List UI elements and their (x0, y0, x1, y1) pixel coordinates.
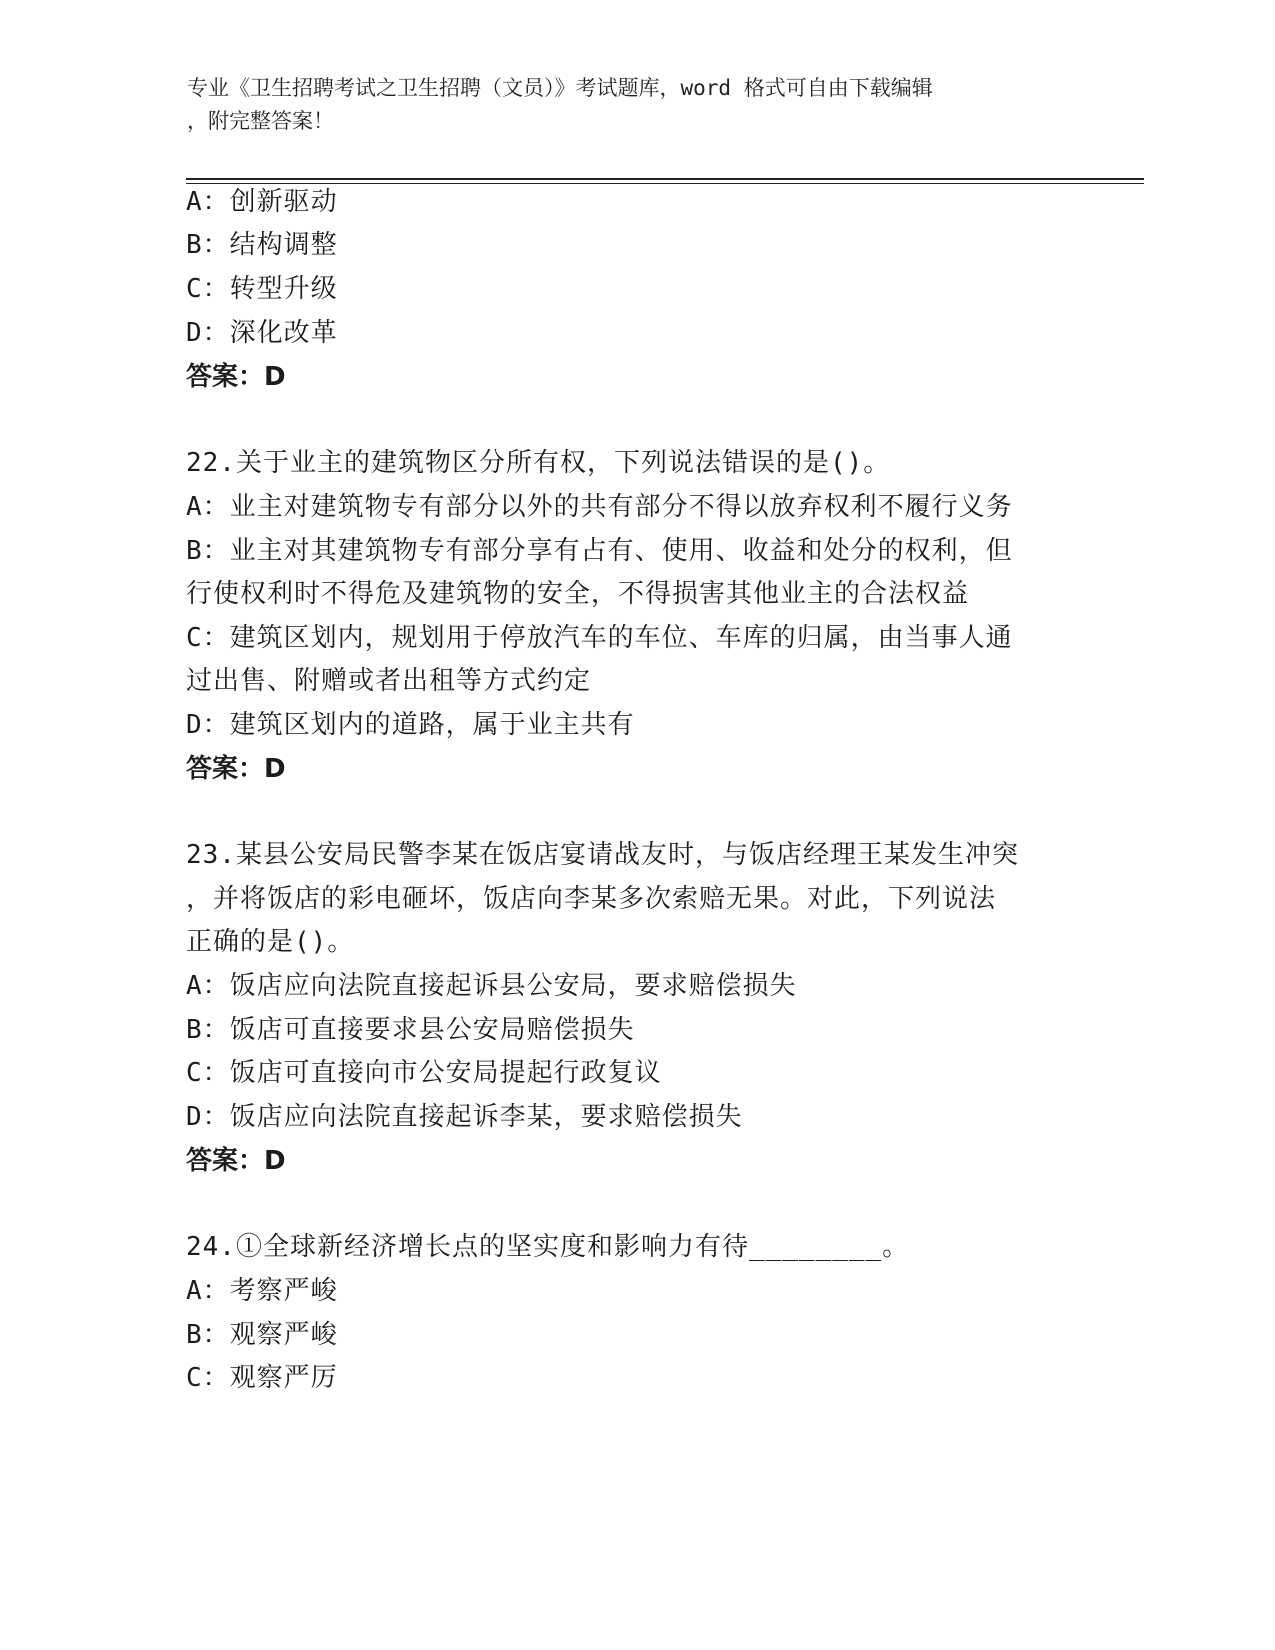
q24-stem: 24.①全球新经济增长点的坚实度和影响力有待________。 (186, 1232, 910, 1262)
q23-stem-line-2: ，并将饭店的彩电砸坏，饭店向李某多次索赔无果。对此，下列说法 (186, 884, 997, 914)
q24-option-b: B：观察严峻 (186, 1320, 338, 1350)
header-line-2: ，附完整答案！ (187, 109, 334, 133)
q23-option-a: A：饭店应向法院直接起诉县公安局，要求赔偿损失 (186, 971, 797, 1001)
q21-option-c: C：转型升级 (186, 274, 338, 304)
q24-option-a: A：考察严峻 (186, 1276, 338, 1306)
q23-stem-line-1: 23.某县公安局民警李某在饭店宴请战友时，与饭店经理王某发生冲突 (186, 840, 1019, 870)
q22-option-b-line-2: 行使权利时不得危及建筑物的安全，不得损害其他业主的合法权益 (186, 579, 970, 609)
q21-option-b: B：结构调整 (186, 230, 338, 260)
q21-answer: 答案：D (186, 362, 286, 392)
q22-option-d: D：建筑区划内的道路，属于业主共有 (186, 710, 635, 740)
header-divider-thick (186, 178, 1144, 180)
q22-option-c-line-2: 过出售、附赠或者出租等方式约定 (186, 666, 592, 696)
header-divider-thin (186, 183, 1144, 184)
header-line-1: 专业《卫生招聘考试之卫生招聘（文员）》考试题库，word 格式可自由下载编辑 (187, 76, 933, 100)
q22-answer: 答案：D (186, 754, 286, 784)
q24-option-c: C：观察严厉 (186, 1363, 338, 1393)
q22-option-a: A：业主对建筑物专有部分以外的共有部分不得以放弃权利不履行义务 (186, 492, 1013, 522)
q22-stem: 22.关于业主的建筑物区分所有权，下列说法错误的是()。 (186, 448, 891, 478)
q23-option-b: B：饭店可直接要求县公安局赔偿损失 (186, 1015, 635, 1045)
q22-option-c-line-1: C：建筑区划内，规划用于停放汽车的车位、车库的归属，由当事人通 (186, 623, 1013, 653)
q23-stem-line-3: 正确的是()。 (186, 927, 355, 957)
q22-option-b-line-1: B：业主对其建筑物专有部分享有占有、使用、收益和处分的权利，但 (186, 536, 1013, 566)
q21-option-a: A：创新驱动 (186, 187, 338, 217)
document-header (187, 72, 1067, 138)
q23-answer: 答案：D (186, 1146, 286, 1176)
q21-option-d: D：深化改革 (186, 318, 338, 348)
q23-option-c: C：饭店可直接向市公安局提起行政复议 (186, 1058, 662, 1088)
q23-option-d: D：饭店应向法院直接起诉李某，要求赔偿损失 (186, 1102, 743, 1132)
